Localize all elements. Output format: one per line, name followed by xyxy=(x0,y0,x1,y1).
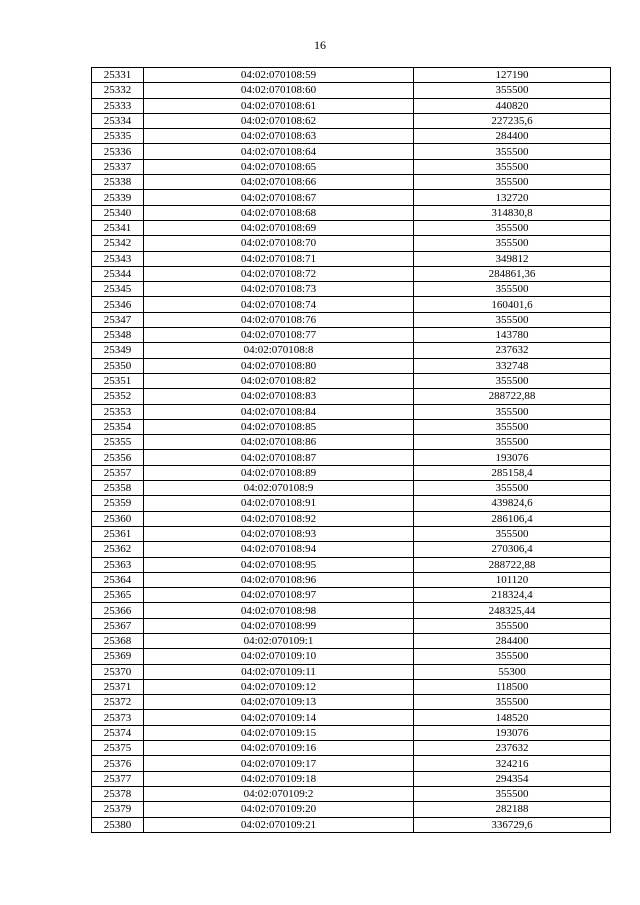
cadastral-number-cell: 04:02:070108:77 xyxy=(144,328,414,343)
cadastral-value-cell: 314830,8 xyxy=(414,205,611,220)
cadastral-number-cell: 04:02:070108:82 xyxy=(144,373,414,388)
row-number-cell: 25348 xyxy=(92,328,144,343)
table-row xyxy=(92,618,611,633)
cadastral-number-cell: 04:02:070109:15 xyxy=(144,725,414,740)
cadastral-value-cell: 355500 xyxy=(414,373,611,388)
cadastral-value-cell: 237632 xyxy=(414,741,611,756)
cadastral-number-cell: 04:02:070108:60 xyxy=(144,83,414,98)
cadastral-value-cell: 118500 xyxy=(414,679,611,694)
cadastral-number-cell: 04:02:070109:13 xyxy=(144,695,414,710)
cadastral-value-cell: 284400 xyxy=(414,129,611,144)
cadastral-number-cell: 04:02:070109:18 xyxy=(144,771,414,786)
row-number-cell: 25373 xyxy=(92,710,144,725)
cadastral-value-cell: 282188 xyxy=(414,802,611,817)
row-number-cell: 25374 xyxy=(92,725,144,740)
row-number-cell: 25358 xyxy=(92,481,144,496)
row-number-cell: 25368 xyxy=(92,633,144,648)
cadastral-number-cell: 04:02:070108:64 xyxy=(144,144,414,159)
row-number-cell: 25334 xyxy=(92,113,144,128)
row-number-cell: 25347 xyxy=(92,312,144,327)
row-number-cell: 25335 xyxy=(92,129,144,144)
row-number-cell: 25366 xyxy=(92,603,144,618)
cadastral-value-cell: 332748 xyxy=(414,358,611,373)
row-number-cell: 25379 xyxy=(92,802,144,817)
row-number-cell: 25343 xyxy=(92,251,144,266)
table-row xyxy=(92,68,611,83)
cadastral-value-cell: 294354 xyxy=(414,771,611,786)
table-row xyxy=(92,741,611,756)
cadastral-value-cell: 355500 xyxy=(414,144,611,159)
cadastral-value-cell: 355500 xyxy=(414,435,611,450)
row-number-cell: 25370 xyxy=(92,664,144,679)
cadastral-value-cell: 237632 xyxy=(414,343,611,358)
cadastral-number-cell: 04:02:070108:97 xyxy=(144,588,414,603)
table-row xyxy=(92,526,611,541)
cadastral-value-cell: 284400 xyxy=(414,633,611,648)
table-row xyxy=(92,343,611,358)
row-number-cell: 25339 xyxy=(92,190,144,205)
cadastral-number-cell: 04:02:070108:80 xyxy=(144,358,414,373)
table-row xyxy=(92,633,611,648)
cadastral-number-cell: 04:02:070109:12 xyxy=(144,679,414,694)
cadastral-value-cell: 193076 xyxy=(414,450,611,465)
cadastral-number-cell: 04:02:070108:98 xyxy=(144,603,414,618)
cadastral-number-cell: 04:02:070108:85 xyxy=(144,419,414,434)
table-row xyxy=(92,297,611,312)
cadastral-value-cell: 286106,4 xyxy=(414,511,611,526)
cadastral-value-cell: 439824,6 xyxy=(414,496,611,511)
row-number-cell: 25340 xyxy=(92,205,144,220)
table-row xyxy=(92,404,611,419)
table-row xyxy=(92,572,611,587)
row-number-cell: 25332 xyxy=(92,83,144,98)
cadastral-number-cell: 04:02:070108:86 xyxy=(144,435,414,450)
cadastral-value-cell: 160401,6 xyxy=(414,297,611,312)
cadastral-number-cell: 04:02:070108:70 xyxy=(144,236,414,251)
cadastral-value-cell: 355500 xyxy=(414,481,611,496)
table-row xyxy=(92,373,611,388)
cadastral-value-cell: 355500 xyxy=(414,649,611,664)
table-row xyxy=(92,557,611,572)
row-number-cell: 25333 xyxy=(92,98,144,113)
cadastral-value-cell: 285158,4 xyxy=(414,465,611,480)
cadastral-number-cell: 04:02:070109:2 xyxy=(144,786,414,801)
cadastral-value-cell: 288722,88 xyxy=(414,557,611,572)
table-row xyxy=(92,603,611,618)
cadastral-number-cell: 04:02:070109:11 xyxy=(144,664,414,679)
table-row xyxy=(92,679,611,694)
row-number-cell: 25356 xyxy=(92,450,144,465)
cadastral-value-cell: 127190 xyxy=(414,68,611,83)
table-row xyxy=(92,542,611,557)
cadastral-value-cell: 55300 xyxy=(414,664,611,679)
row-number-cell: 25349 xyxy=(92,343,144,358)
cadastral-number-cell: 04:02:070108:61 xyxy=(144,98,414,113)
table-row xyxy=(92,358,611,373)
table-row xyxy=(92,144,611,159)
row-number-cell: 25380 xyxy=(92,817,144,832)
row-number-cell: 25344 xyxy=(92,266,144,281)
table-body xyxy=(92,68,611,833)
cadastral-value-cell: 355500 xyxy=(414,419,611,434)
row-number-cell: 25375 xyxy=(92,741,144,756)
row-number-cell: 25371 xyxy=(92,679,144,694)
table-row xyxy=(92,389,611,404)
cadastral-number-cell: 04:02:070109:17 xyxy=(144,756,414,771)
cadastral-number-cell: 04:02:070108:63 xyxy=(144,129,414,144)
table-row xyxy=(92,481,611,496)
cadastral-number-cell: 04:02:070109:10 xyxy=(144,649,414,664)
table-row xyxy=(92,236,611,251)
cadastral-value-cell: 355500 xyxy=(414,312,611,327)
table-row xyxy=(92,511,611,526)
table-row xyxy=(92,266,611,281)
cadastral-number-cell: 04:02:070108:91 xyxy=(144,496,414,511)
row-number-cell: 25345 xyxy=(92,282,144,297)
cadastral-number-cell: 04:02:070108:95 xyxy=(144,557,414,572)
table-row xyxy=(92,725,611,740)
cadastral-value-cell: 355500 xyxy=(414,618,611,633)
cadastral-value-cell: 355500 xyxy=(414,220,611,235)
cadastral-number-cell: 04:02:070108:84 xyxy=(144,404,414,419)
cadastral-number-cell: 04:02:070109:14 xyxy=(144,710,414,725)
cadastral-value-cell: 193076 xyxy=(414,725,611,740)
cadastral-number-cell: 04:02:070109:1 xyxy=(144,633,414,648)
cadastral-value-cell: 324216 xyxy=(414,756,611,771)
cadastral-value-cell: 355500 xyxy=(414,404,611,419)
table-row xyxy=(92,496,611,511)
row-number-cell: 25353 xyxy=(92,404,144,419)
table-row xyxy=(92,129,611,144)
row-number-cell: 25350 xyxy=(92,358,144,373)
row-number-cell: 25378 xyxy=(92,786,144,801)
cadastral-number-cell: 04:02:070108:62 xyxy=(144,113,414,128)
cadastral-value-cell: 355500 xyxy=(414,236,611,251)
cadastral-value-cell: 148520 xyxy=(414,710,611,725)
row-number-cell: 25337 xyxy=(92,159,144,174)
cadastral-value-cell: 355500 xyxy=(414,786,611,801)
table-row xyxy=(92,83,611,98)
table-row xyxy=(92,664,611,679)
row-number-cell: 25372 xyxy=(92,695,144,710)
cadastral-value-cell: 101120 xyxy=(414,572,611,587)
table-row xyxy=(92,710,611,725)
cadastral-value-cell: 336729,6 xyxy=(414,817,611,832)
cadastral-value-cell: 355500 xyxy=(414,175,611,190)
table-row xyxy=(92,190,611,205)
row-number-cell: 25357 xyxy=(92,465,144,480)
row-number-cell: 25336 xyxy=(92,144,144,159)
table-row xyxy=(92,588,611,603)
cadastral-value-cell: 355500 xyxy=(414,83,611,98)
row-number-cell: 25364 xyxy=(92,572,144,587)
cadastral-number-cell: 04:02:070108:69 xyxy=(144,220,414,235)
cadastral-number-cell: 04:02:070108:94 xyxy=(144,542,414,557)
cadastral-number-cell: 04:02:070108:76 xyxy=(144,312,414,327)
table-row xyxy=(92,786,611,801)
cadastral-value-cell: 218324,4 xyxy=(414,588,611,603)
cadastral-value-cell: 355500 xyxy=(414,282,611,297)
row-number-cell: 25354 xyxy=(92,419,144,434)
table-row xyxy=(92,771,611,786)
cadastral-number-cell: 04:02:070108:8 xyxy=(144,343,414,358)
cadastral-number-cell: 04:02:070108:59 xyxy=(144,68,414,83)
cadastral-number-cell: 04:02:070108:66 xyxy=(144,175,414,190)
row-number-cell: 25367 xyxy=(92,618,144,633)
cadastral-value-cell: 349812 xyxy=(414,251,611,266)
cadastral-value-cell: 143780 xyxy=(414,328,611,343)
row-number-cell: 25359 xyxy=(92,496,144,511)
row-number-cell: 25377 xyxy=(92,771,144,786)
table-row xyxy=(92,282,611,297)
table-row xyxy=(92,220,611,235)
table-row xyxy=(92,802,611,817)
row-number-cell: 25341 xyxy=(92,220,144,235)
row-number-cell: 25352 xyxy=(92,389,144,404)
cadastral-number-cell: 04:02:070108:89 xyxy=(144,465,414,480)
cadastral-value-cell: 284861,36 xyxy=(414,266,611,281)
cadastral-number-cell: 04:02:070109:20 xyxy=(144,802,414,817)
row-number-cell: 25369 xyxy=(92,649,144,664)
cadastral-number-cell: 04:02:070108:96 xyxy=(144,572,414,587)
row-number-cell: 25362 xyxy=(92,542,144,557)
cadastral-number-cell: 04:02:070108:87 xyxy=(144,450,414,465)
row-number-cell: 25346 xyxy=(92,297,144,312)
table-row xyxy=(92,251,611,266)
row-number-cell: 25361 xyxy=(92,526,144,541)
cadastral-number-cell: 04:02:070108:83 xyxy=(144,389,414,404)
row-number-cell: 25360 xyxy=(92,511,144,526)
cadastral-number-cell: 04:02:070108:67 xyxy=(144,190,414,205)
table-row xyxy=(92,175,611,190)
cadastral-number-cell: 04:02:070108:68 xyxy=(144,205,414,220)
table-row xyxy=(92,435,611,450)
cadastral-number-cell: 04:02:070108:74 xyxy=(144,297,414,312)
row-number-cell: 25376 xyxy=(92,756,144,771)
cadastral-value-cell: 440820 xyxy=(414,98,611,113)
row-number-cell: 25363 xyxy=(92,557,144,572)
table-row xyxy=(92,113,611,128)
cadastral-number-cell: 04:02:070108:72 xyxy=(144,266,414,281)
cadastral-value-cell: 248325,44 xyxy=(414,603,611,618)
table-row xyxy=(92,159,611,174)
table-row xyxy=(92,817,611,832)
table-row xyxy=(92,450,611,465)
table-row xyxy=(92,649,611,664)
cadastral-value-cell: 270306,4 xyxy=(414,542,611,557)
row-number-cell: 25331 xyxy=(92,68,144,83)
cadastral-number-cell: 04:02:070109:21 xyxy=(144,817,414,832)
table-row xyxy=(92,756,611,771)
cadastral-number-cell: 04:02:070108:71 xyxy=(144,251,414,266)
cadastral-value-cell: 227235,6 xyxy=(414,113,611,128)
table-row xyxy=(92,465,611,480)
cadastral-number-cell: 04:02:070108:65 xyxy=(144,159,414,174)
table-row xyxy=(92,419,611,434)
row-number-cell: 25342 xyxy=(92,236,144,251)
row-number-cell: 25338 xyxy=(92,175,144,190)
table-row xyxy=(92,98,611,113)
cadastral-value-cell: 355500 xyxy=(414,159,611,174)
page-number: 16 xyxy=(314,38,326,52)
cadastral-number-cell: 04:02:070109:16 xyxy=(144,741,414,756)
cadastral-value-cell: 355500 xyxy=(414,526,611,541)
row-number-cell: 25365 xyxy=(92,588,144,603)
table-row xyxy=(92,312,611,327)
cadastral-value-table xyxy=(91,67,611,833)
cadastral-number-cell: 04:02:070108:9 xyxy=(144,481,414,496)
row-number-cell: 25351 xyxy=(92,373,144,388)
cadastral-value-cell: 132720 xyxy=(414,190,611,205)
row-number-cell: 25355 xyxy=(92,435,144,450)
cadastral-value-cell: 355500 xyxy=(414,695,611,710)
cadastral-number-cell: 04:02:070108:99 xyxy=(144,618,414,633)
cadastral-number-cell: 04:02:070108:73 xyxy=(144,282,414,297)
cadastral-number-cell: 04:02:070108:93 xyxy=(144,526,414,541)
cadastral-value-cell: 288722,88 xyxy=(414,389,611,404)
table-row xyxy=(92,695,611,710)
table-row xyxy=(92,205,611,220)
table-row xyxy=(92,328,611,343)
cadastral-number-cell: 04:02:070108:92 xyxy=(144,511,414,526)
